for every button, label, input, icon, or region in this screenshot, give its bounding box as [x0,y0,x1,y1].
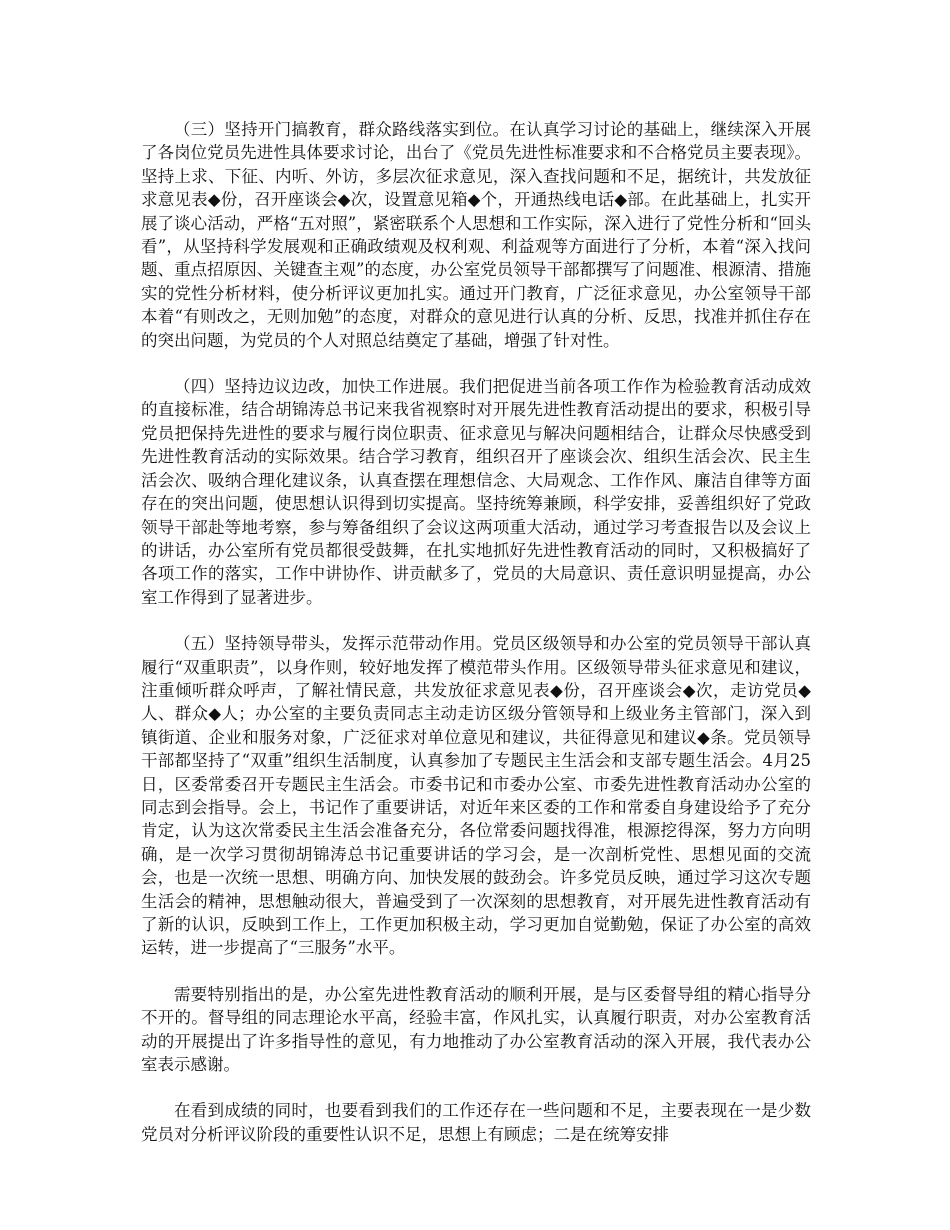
paragraph-rectify-while-discussing: （四）坚持边议边改，加快工作进展。我们把促进当前各项工作作为检验教育活动成效的直接标准，结合胡锦涛总书记来我省视察时对开展先进性教育活动提出的要求，积极引导党员把保持先进性的要求与履行岗位职责、征求意见与解决问题相结合，让群众尽快感受到先进性教育活动的实际效果。结合学习教育，组织召开了座谈会次、组织生活会次、民主生活会次、吸纳合理化建议条，认真查摆在理想信念、大局观念、工作作风、廉洁自律等方面存在的突出问题，使思想认识得到切实提高。坚持统筹兼顾，科学安排，妥善组织好了党政领导干部赴等地考察，参与筹备组织了会议这两项重大活动，通过学习考查报告以及会议上的讲话，办公室所有党员都很受鼓舞，在扎实地抓好先进性教育活动的同时，又积极搞好了各项工作的落实，工作中讲协作、讲贡献多了，党员的大局意识、责任意识明显提高，办公室工作得到了显著进步。 [141,377,811,607]
paragraph-leadership-example: （五）坚持领导带头，发挥示范带动作用。党员区级领导和办公室的党员领导干部认真履行“双重职责”，以身作则，较好地发挥了模范带头作用。区级领导带头征求意见和建议，注重倾听群众呼声，了解社情民意，共发放征求意见表◆份，召开座谈会◆次，走访党员◆人、群众◆人；办公室的主要负责同志主动走访区级分管领导和上级业务主管部门，深入到镇街道、企业和服务对象，广泛征求对单位意见和建议，共征得意见和建议◆条。党员领导干部都坚持了“双重”组织生活制度，认真参加了专题民主生活会和支部专题生活会。4月25日，区委常委召开专题民主生活会。市委书记和市委办公室、市委先进性教育活动办公室的同志到会指导。会上，书记作了重要讲话，对近年来区委的工作和常委自身建设给予了充分肯定，认为这次常委民主生活会准备充分，各位常委问题找得准，根源挖得深，努力方向明确，是一次学习贯彻胡锦涛总书记重要讲话的学习会，是一次剖析党性、思想见面的交流会，也是一次统一思想、明确方向、加快发展的鼓劲会。许多党员反映，通过学习这次专题生活会的精神，思想触动很大，普遍受到了一次深刻的思想教育，对开展先进性教育活动有了新的认识，反映到工作上，工作更加积极主动，学习更加自觉勤勉，保证了办公室的高效运转，进一步提高了“三服务”水平。 [141,634,811,958]
paragraph-supervision-thanks: 需要特别指出的是，办公室先进性教育活动的顺利开展，是与区委督导组的精心指导分不开的。督导组的同志理论水平高，经验丰富，作风扎实，认真履行职责，对办公室教育活动的开展提出了许多指导性的意见，有力地推动了办公室教育活动的深入开展，我代表办公室表示感谢。 [141,984,811,1075]
paragraph-open-door-education: （三）坚持开门搞教育，群众路线落实到位。在认真学习讨论的基础上，继续深入开展了各岗位党员先进性具体要求讨论，出台了《党员先进性标准要求和不合格党员主要表现》。坚持上求、下征、内听、外访，多层次征求意见，深入查找问题和不足，据统计，共发放征求意见表◆份，召开座谈会◆次，设置意见箱◆个，开通热线电话◆部。在此基础上，扎实开展了谈心活动，严格“五对照”，紧密联系个人思想和工作实际，深入进行了党性分析和“回头看”，从坚持科学发展观和正确政绩观及权利观、利益观等方面进行了分析，本着“深入找问题、重点招原因、关键查主观”的态度，办公室党员领导干部都撰写了问题准、根源清、措施实的党性分析材料，使分析评议更加扎实。通过开门教育，广泛征求意见，办公室领导干部本着“有则改之，无则加勉”的态度，对群众的意见进行认真的分析、反思，找准并抓住存在的突出问题，为党员的个人对照总结奠定了基础，增强了针对性。 [141,120,811,350]
document-body [141,118,811,1146]
paragraph-problems-shortcomings: 在看到成绩的同时，也要看到我们的工作还存在一些问题和不足，主要表现在一是少数党员对分析评议阶段的重要性认识不足，思想上有顾虑；二是在统筹安排 [141,1101,811,1144]
